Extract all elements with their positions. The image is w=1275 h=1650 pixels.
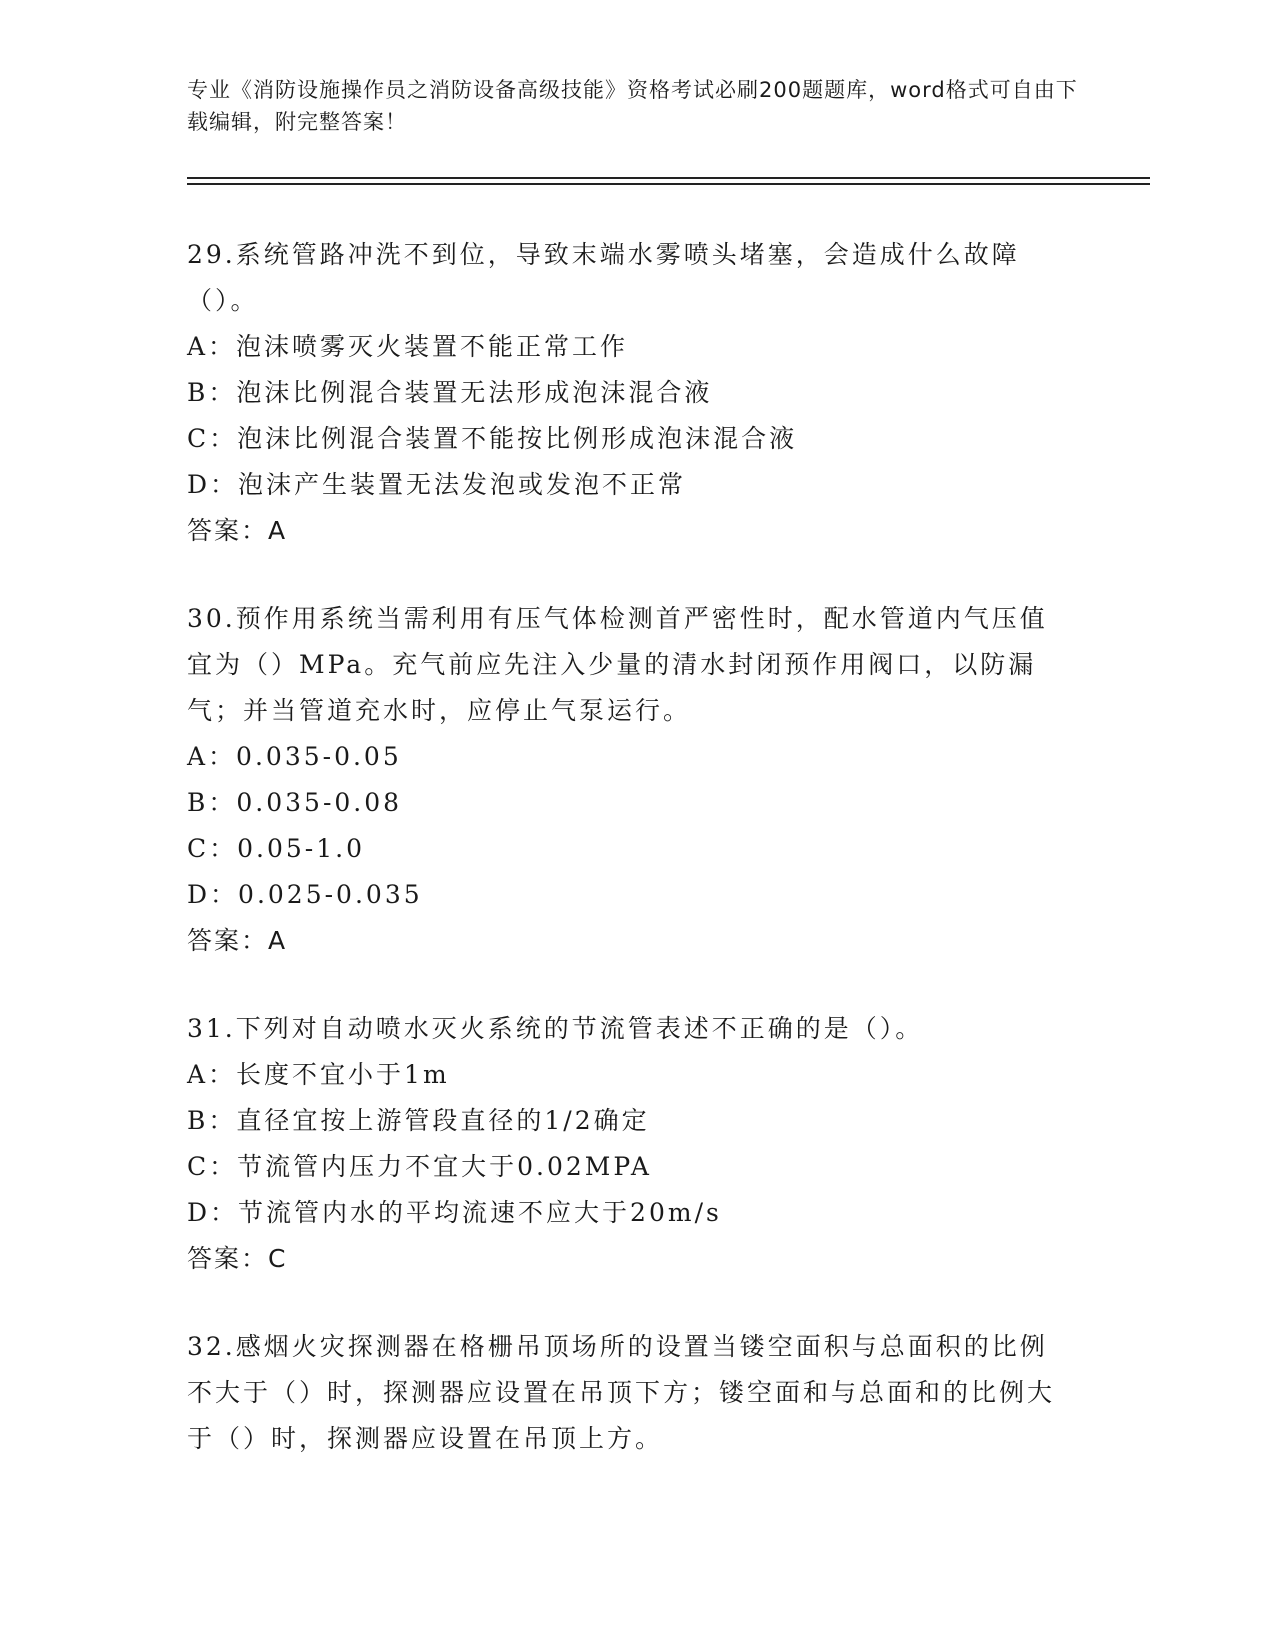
question-32 [187,1324,1067,1462]
question-stem: 29.系统管路冲洗不到位，导致末端水雾喷头堵塞，会造成什么故障（）。 [187,240,1020,315]
header-divider-bottom [187,183,1150,185]
question-stem: 32.感烟火灾探测器在格栅吊顶场所的设置当镂空面积与总面积的比例不大于（）时，探测器应设置在吊顶下方；镂空面和与总面和的比例大于（）时，探测器应设置在吊顶上方。 [187,1332,1056,1453]
answer-label: 答案：C [187,1244,288,1273]
question-31 [187,1006,1067,1282]
header-divider-top [187,177,1150,179]
answer-label: 答案：A [187,926,288,955]
question-29 [187,232,1067,554]
answer-label: 答案：A [187,516,288,545]
option-a: A：长度不宜小于1m [187,1060,450,1089]
question-stem: 30.预作用系统当需利用有压气体检测首严密性时，配水管道内气压值宜为（）MPa。充气前应先注入少量的清水封闭预作用阀口，以防漏气；并当管道充水时，应停止气泵运行。 [187,604,1048,725]
option-d: D：节流管内水的平均流速不应大于20m/s [187,1198,722,1227]
option-d: D：0.025-0.035 [187,880,423,909]
question-list [187,232,1067,1504]
option-a: A：泡沫喷雾灭火装置不能正常工作 [187,332,629,361]
document-header: 专业《消防设施操作员之消防设备高级技能》资格考试必刷200题题库，word格式可自由下载编辑，附完整答案！ [187,78,1078,134]
question-30 [187,596,1067,964]
question-stem: 31.下列对自动喷水灭火系统的节流管表述不正确的是（）。 [187,1014,924,1043]
option-c: C：0.05-1.0 [187,834,365,863]
option-b: B：泡沫比例混合装置无法形成泡沫混合液 [187,378,713,407]
option-a: A：0.035-0.05 [187,742,402,771]
option-c: C：节流管内压力不宜大于0.02MPA [187,1152,652,1181]
option-d: D：泡沫产生装置无法发泡或发泡不正常 [187,470,687,499]
option-b: B：直径宜按上游管段直径的1/2确定 [187,1106,650,1135]
option-c: C：泡沫比例混合装置不能按比例形成泡沫混合液 [187,424,798,453]
option-b: B：0.035-0.08 [187,788,403,817]
